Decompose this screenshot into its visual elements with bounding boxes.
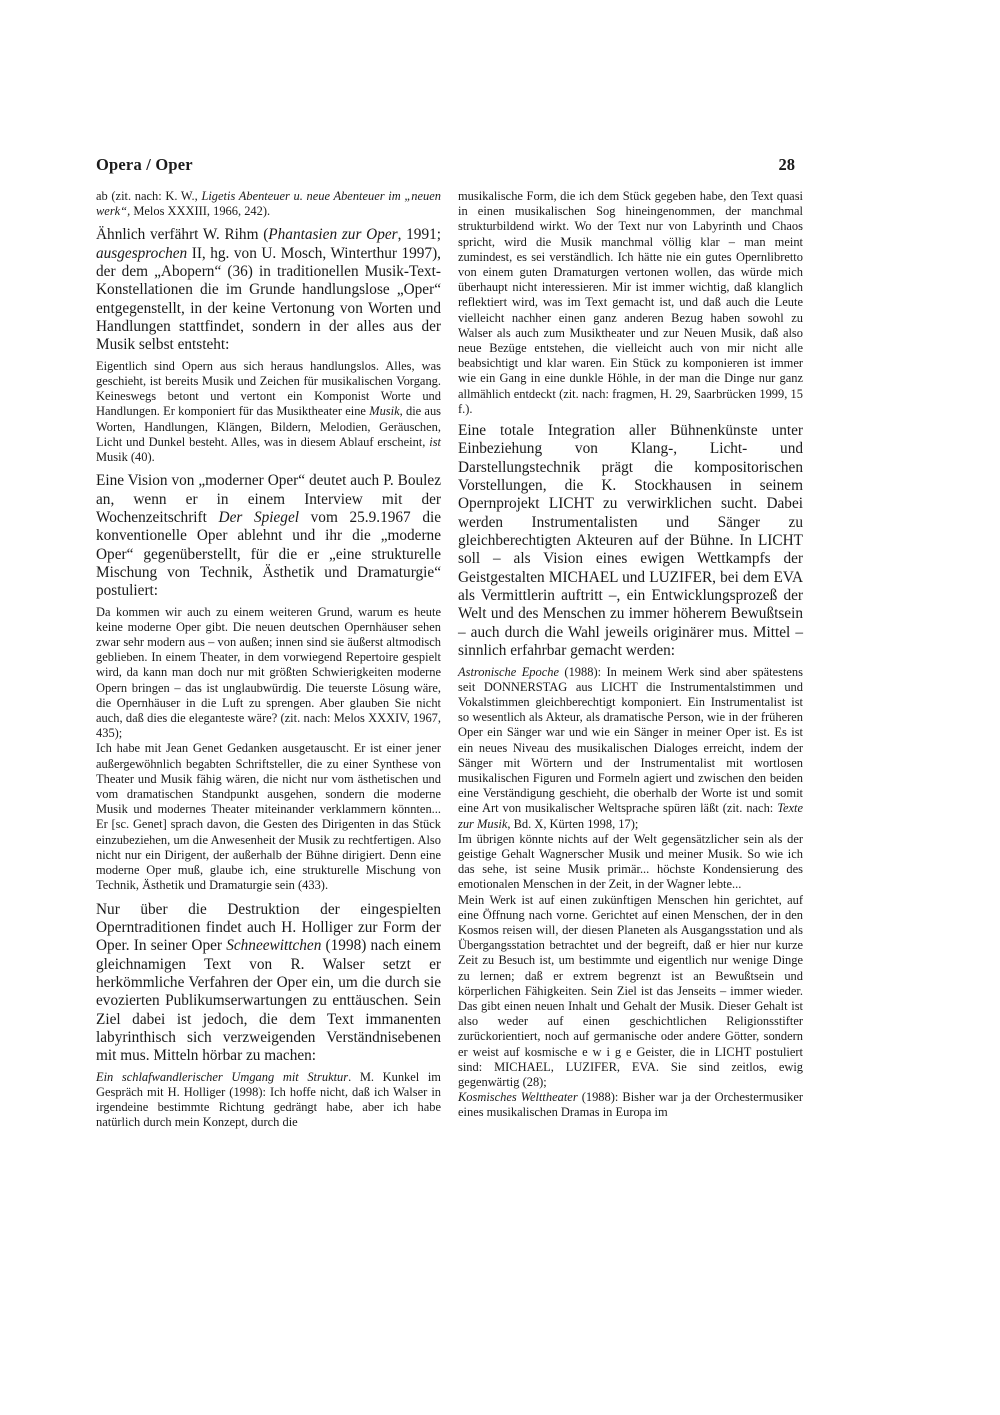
page-number: 28 bbox=[778, 155, 795, 174]
quote-paragraph: Da kommen wir auch zu einem weiteren Grund, warum es heute keine moderne Oper gibt. Die neuen deutschen Opernhäuser sehen zwar sehr modern aus – von außen; innen sind sie äußerst altmodisch geblieben. In einem Theater, in dem vorwiegend Repertoire gespielt wird, da kann man doch nur mit größten Schwierigkeiten moderne Opern bringen – das ist unglaubwürdig. Die teuerste Lösung wäre, die Opernhäuser in die Luft zu sprengen. Aber glauben Sie nicht auch, daß dies die eleganteste wäre? (zit. nach: Melos XXXIV, 1967, 435); bbox=[96, 604, 441, 741]
page-header bbox=[96, 155, 795, 179]
quote-paragraph: Ich habe mit Jean Genet Gedanken ausgetauscht. Er ist einer jener außergewöhnlich begabten Schriftsteller, die zu einer Synthese von Theater und Musik fähig wären, die nicht nur vom ästhetischen und vom dramatischen Standpunkt ausgehen, sondern die moderne Musik und modernes Theater miteinander verklammern könnten... Er [sc. Genet] sprach davon, die Gesten des Dirigenten in das Stück einzubeziehen, um die Anwesenheit der Musik zu rechtfertigen. Also nicht nur ein Dirigent, der außerhalb der Bühne dirigiert. Denn eine moderne Oper muß, glaube ich, eine strukturelle Mischung von Technik, Ästhetik und Dramaturgie sein (433). bbox=[96, 741, 441, 893]
quote-paragraph: musikalische Form, die ich dem Stück gegeben habe, den Text quasi in einen musikalischen Sog hineingenommen, der manchmal strukturbildend wirkt. Wo der Text nur von Labyrinth und Chaos spricht, wird die Musik manchmal völlig klar – man meint zumindest, es sei verständlich. Ich hätte nie ein gutes Opernlibretto von einem guten Dramaturgen vertonen wollen, das würde mich überhaupt nicht interessieren. Mir ist immer wichtig, daß klanglich reflektiert wird, was im Text gemacht ist, und daß auch die Leute vielleicht nachher einen ganz anderen Bezug haben sowohl zu Walser als auch zum Musiktheater und zur Neuen Musik, daß also neue Bezüge entstehen, die vielleicht auch von mir nicht alle beabsichtigt und klar waren. Ein Stück zu komponieren ist immer wie ein Gang in eine dunkle Höhle, in der man die Dinge nur ganz allmählich entdeckt (zit. nach: fragmen, H. 29, Saarbrücken 1999, 15 f.). bbox=[458, 189, 803, 416]
section-title: Opera / Oper bbox=[96, 155, 193, 174]
quote-paragraph: Im übrigen könnte nichts auf der Welt gegensätzlicher sein als der geistige Gehalt Wagnerscher Musik und meiner Musik. So wie ich das sehe, ist seine Musik primär... höchste Kondensierung des emotionalen Menschen in der Zeit, in der Wagner lebte... bbox=[458, 831, 803, 892]
right-column bbox=[458, 189, 803, 1121]
quote-paragraph: Eigentlich sind Opern aus sich heraus handlungslos. Alles, was geschieht, ist bereits Musik und Zeichen für musikalischen Vorgang. Keineswegs betont und vertont ein Komponist Worte und Handlungen. Er komponiert für das Musiktheater eine Musik, die aus Worten, Handlungen, Klängen, Bildern, Melodien, Geräuschen, Licht und Dunkel besteht. Alles, was in diesem Ablauf erscheint, ist Musik (40). bbox=[96, 358, 442, 465]
body-paragraph: Nur über die Destruktion der eingespielten Operntraditionen findet auch H. Holliger zur Form der Oper. In seiner Oper Schneewittchen (1998) nach einem gleichnamigen Text von R. Walser setzt er herkömmliche Verfahren der Oper ein, um die durch sie evozierten Publikumserwartungen zu enttäuschen. Sein Ziel dabei ist jedoch, die dem Text immanenten labyrinthisch sich verzweigenden Verständnisebenen mit mus. Mitteln hörbar zu machen: bbox=[96, 900, 441, 1065]
quote-paragraph: Ein schlafwandlerischer Umgang mit Struktur. M. Kunkel im Gespräch mit H. Holliger (1998): Ich hoffe nicht, daß ich Walser in irgendeine bestimmte Richtung gedrängt habe, aber ich habe natürlich durch mein Konzept, durch die bbox=[96, 1069, 441, 1130]
quote-paragraph: Kosmisches Welttheater (1988): Bisher war ja der Orchestermusiker eines musikalischen Dramas in Europa im bbox=[458, 1090, 803, 1120]
body-paragraph: Eine totale Integration aller Bühnenkünste unter Einbeziehung von Klang-, Licht- und Darstellungstechnik prägt die kompositorischen Vorstellungen, die K. Stockhausen in seinem Opernprojekt LICHT zu verwirklichen sucht. Dabei werden Instrumentalisten und Sänger zu gleichberechtigten Akteuren auf der Bühne. In LICHT soll – als Vision eines ewigen Wettkampfs der Geistgestalten MICHAEL und LUZIFER, bei dem EVA als Vermittlerin auftritt –, ein Entwicklungsprozeß der Welt und des Menschen zu immer höherem Bewußtsein – auch durch die Wahl jeweils originärer mus. Mittel – sinnlich erfahrbar gemacht werden: bbox=[458, 422, 803, 660]
left-column bbox=[96, 189, 441, 1130]
body-paragraph: Eine Vision von „moderner Oper“ deutet auch P. Boulez an, wenn er in einem Interview mit der Wochenzeitschrift Der Spiegel vom 25.9.1967 die konventionelle Oper ablehnt und ihr die „moderne Oper“ gegenüberstellt, für die er „eine strukturelle Mischung von Technik, Ästhetik und Dramaturgie“ postuliert: bbox=[96, 472, 442, 600]
quote-paragraph: Mein Werk ist auf einen zukünftigen Menschen hin gerichtet, auf eine Öffnung nach vorne. Gerichtet auf einen Menschen, der in den Kosmos reisen will, der diesen Planeten als Ausgangsstation und als Übergangsstation betrachtet und der begreift, daß er hier nur kurze Zeit zu Besuch ist, um bestimmte und eigentlich nur wenige Dinge zu lernen; daß er extrem begrenzt ist an Bewußtsein und körperlichen Fähigkeiten. Sein Ziel ist das Jenseits – immer wieder. Das gibt einen neuen Inhalt und Gehalt der Musik. Dieser Gehalt ist also weder auf einen geschichtlichen Religionsstifter zurückorientiert, noch auf germanische oder andere Götter, sondern er weist auf kosmische e w i g e Geister, die in LICHT postuliert sind: MICHAEL, LUZIFER, EVA. Sie sind zeitlos, ewig gegenwärtig (28); bbox=[458, 892, 803, 1089]
quote-paragraph: Astronische Epoche (1988): In meinem Werk sind aber spätestens seit DONNERSTAG aus LICHT die Instrumentalstimmen und Vokalstimmen gleichberechtigt komponiert. Ein Instrumentalist ist so wesentlich als Akteur, als dramatische Person, wie in der früheren Oper ein Sänger war und wie ein Sänger in meiner Oper ist. Es ist ein neues Niveau des musikalischen Dialoges erreicht, indem der Sänger mit Wörtern und der Instrumentalist mit wortlosen musikalischen Figuren und Formeln agiert und zwischen den beiden eine Verständigung geschieht, die oberhalb der Worte ist und somit eine Art von musikalischer Weltsprache spüren läßt (zit. nach: Texte zur Musik, Bd. X, Kürten 1998, 17); bbox=[458, 664, 803, 831]
quote-paragraph: ab (zit. nach: K. W., Ligetis Abenteuer u. neue Abenteuer im „neuen werk“, Melos XXXIII, 1966, 242). bbox=[96, 189, 441, 219]
body-paragraph: Ähnlich verfährt W. Rihm (Phantasien zur Oper, 1991; ausgesprochen II, hg. von U. Mosch, Winterthur 1997), der dem „Abopern“ (36) in traditionellen Musik-Text-Konstellationen die im Grunde handlungslose „Oper“ entgegenstellt, in der keine Vertonung von Worten und Handlungen stattfindet, sondern in der alles aus der Musik selbst entsteht: bbox=[96, 226, 441, 354]
